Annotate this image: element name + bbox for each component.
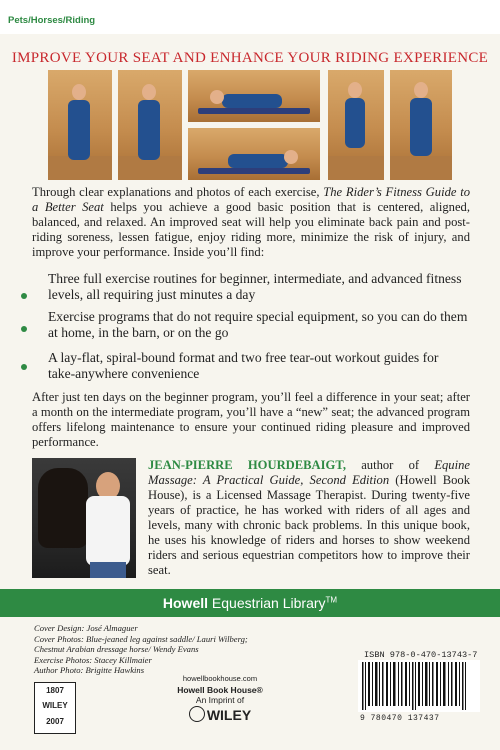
credit-line: Cover Photos: Blue-jeaned leg against saddle/ Lauri Wilberg; <box>34 633 248 644</box>
series-brand: Howell <box>162 595 209 611</box>
exercise-photo-1 <box>48 70 112 180</box>
publisher-name: Howell Book House® <box>177 685 263 695</box>
closing-paragraph: After just ten days on the beginner program, you’ll feel a difference in your seat; after a month on the intermediate program, you’ll have a “new” seat; the advanced program offers lifelong maintenance to ensure your continued riding pleasure and improved performance. <box>32 390 470 449</box>
wiley-text: WILEY <box>206 707 252 723</box>
exercise-photo-5 <box>328 70 384 180</box>
intro-paragraph <box>32 185 470 260</box>
exercise-photo-2 <box>118 70 182 180</box>
credit-line: Cover Design: José Almaguer <box>34 623 138 633</box>
series-rest: Equestrian Library <box>208 595 326 611</box>
author-photo <box>32 458 136 578</box>
bullet-dot-icon <box>20 290 30 300</box>
category-label: Pets/Horses/Riding <box>8 15 96 26</box>
publisher-url: howellbookhouse.com <box>182 674 258 683</box>
credit-line: Chestnut Arabian dressage horse/ Wendy Evans <box>34 644 199 655</box>
barcode <box>358 660 480 712</box>
bio-text-1: author of <box>345 458 435 472</box>
intro-text-2: helps you achieve a good basic position that is centered, aligned, balanced, and relaxed. An improved seat will help you eliminate back pain and post-riding soreness, lessen fatigue, enjoy riding more, minimize the risk of injury, and improve your performance. Inside you’ll find: <box>32 200 470 259</box>
credit-line: Author Photo: Brigitte Hawkins <box>34 665 145 676</box>
seal-year-start: 1807 <box>46 686 64 695</box>
exercise-photo-4 <box>188 128 320 180</box>
author-name: JEAN-PIERRE HOURDEBAIGT, <box>148 458 346 472</box>
credit-line: Exercise Photos: Stacey Killmaier <box>34 654 152 665</box>
barcode-number: 9 780470 137437 <box>360 714 440 723</box>
wiley-logo <box>160 706 280 723</box>
credits <box>34 623 294 676</box>
bio-text-2: (Howell Book House), is a Licensed Massage Therapist. During twenty-five years of practice, he has worked with riders of all ages and levels, many with chronic back problems. In this unique book, he uses his knowledge of riders and horses to show weekend riders and serious equestrian competitors how to improve their seat. <box>148 473 470 577</box>
author-bio <box>148 458 470 578</box>
trademark: TM <box>325 595 338 605</box>
bullet-dot-icon <box>20 323 30 333</box>
bullet-item-3: A lay-flat, spiral-bound format and two free tear-out workout guides for take-anywhere convenience <box>48 350 439 381</box>
bullet-dot-icon <box>20 361 30 371</box>
seal-year-end: 2007 <box>46 717 64 726</box>
isbn: ISBN 978-0-470-13743-7 <box>364 650 478 660</box>
headline: IMPROVE YOUR SEAT AND ENHANCE YOUR RIDING EXPERIENCE <box>11 50 489 66</box>
publisher-imprint: An Imprint of <box>195 695 245 705</box>
exercise-photo-6 <box>390 70 452 180</box>
wiley-logo-icon <box>189 706 205 722</box>
bullet-item-1: Three full exercise routines for beginner, intermediate, and advanced fitness levels, all requiring just minutes a day <box>48 271 462 302</box>
series-name <box>0 595 500 611</box>
author-book-title: Equine Massage: A Practical Guide, Second Edition <box>148 458 470 487</box>
book-title: The Rider’s Fitness Guide to a Better Seat <box>32 185 470 214</box>
intro-text-1: Through clear explanations and photos of each exercise, <box>32 185 324 199</box>
wiley-bicentennial-seal <box>34 682 76 734</box>
publisher-block <box>160 674 280 723</box>
exercise-photo-3 <box>188 70 320 122</box>
seal-brand: WILEY <box>42 701 68 710</box>
bullet-item-2: Exercise programs that do not require special equipment, so you can do them at home, in the barn, or on the go <box>48 309 468 340</box>
